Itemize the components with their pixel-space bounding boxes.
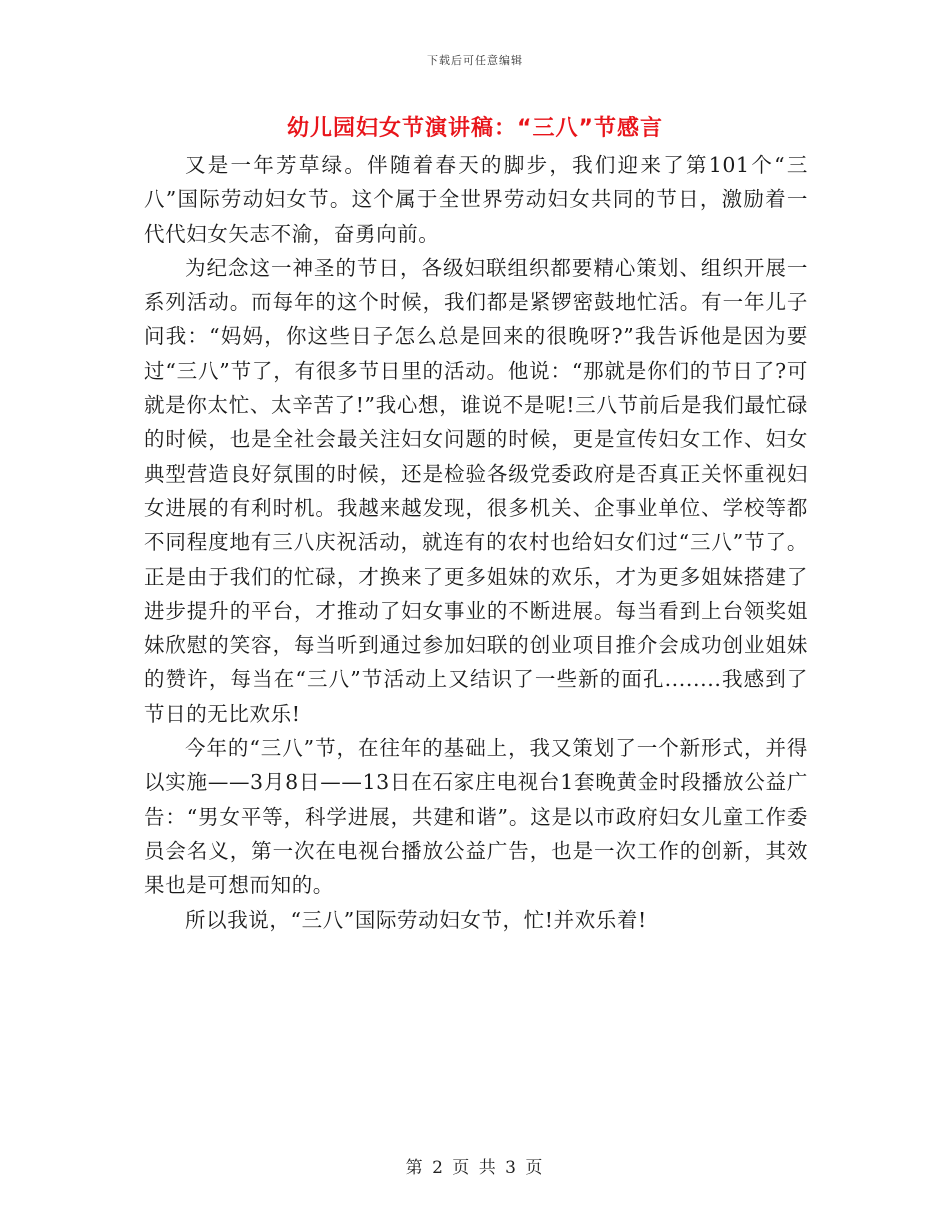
paragraph-1: 又是一年芳草绿。伴随着春天的脚步，我们迎来了第101个“三八”国际劳动妇女节。这个属于全世界劳动妇女共同的节日，激励着一代代妇女矢志不渝，奋勇向前。 (144, 153, 808, 246)
page-number: 第 2 页 共 3 页 (405, 1158, 545, 1178)
paragraph-2: 为纪念这一神圣的节日，各级妇联组织都要精心策划、组织开展一系列活动。而每年的这个时候，我们都是紧锣密鼓地忙活。有一年儿子问我：“妈妈，你这些日子怎么总是回来的很晚呀?”我告诉他是因为要过“三八”节了，有很多节日里的活动。他说：“那就是你们的节日了?可就是你太忙、太辛苦了!”我心想，谁说不是呢!三八节前后是我们最忙碌的时候，也是全社会最关注妇女问题的时候，更是宣传妇女工作、妇女典型营造良好氛围的时候，还是检验各级党委政府是否真正关怀重视妇女进展的有利时机。我越来越发现，很多机关、企事业单位、学校等都不同程度地有三八庆祝活动，就连有的农村也给妇女们过“三八”节了。正是由于我们的忙碌，才换来了更多姐妹的欢乐，才为更多姐妹搭建了进步提升的平台，才推动了妇女事业的不断进展。每当看到上台领奖姐妹欣慰的笑容，每当听到通过参加妇联的创业项目推介会成功创业姐妹的赞许，每当在“三八”节活动上又结识了一些新的面孔........我感到了节日的无比欢乐! (144, 255, 808, 726)
document-title: 幼儿园妇女节演讲稿：“三八”节感言 (287, 116, 663, 141)
header-note: 下载后可任意编辑 (427, 54, 523, 67)
document-body (144, 148, 808, 937)
paragraph-3: 今年的“三八”节，在往年的基础上，我又策划了一个新形式，并得以实施——3月8日——13日在石家庄电视台1套晚黄金时段播放公益广告：“男女平等，科学进展，共建和谐”。这是以市政府妇女儿童工作委员会名义，第一次在电视台播放公益广告，也是一次工作的创新，其效果也是可想而知的。 (144, 736, 808, 898)
paragraph-4: 所以我说，“三八”国际劳动妇女节，忙!并欢乐着! (185, 907, 647, 932)
